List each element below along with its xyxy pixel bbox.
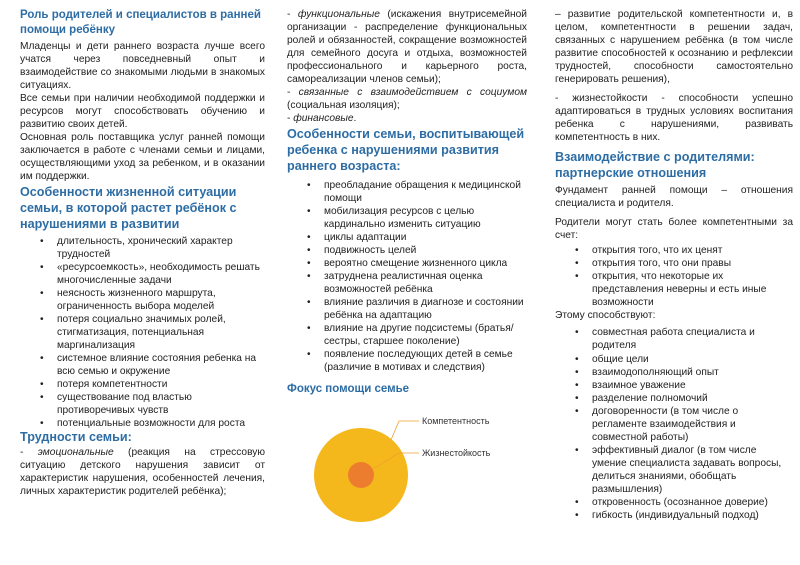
label-competence: Компетентность [422,416,490,427]
paragraph-parents-competent: Родители могут стать более компетентными за счет: [555,217,793,242]
difficulty-term: эмоциональные [37,447,114,459]
heading-life-situation: Особенности жизненной ситуации семьи, в которой растет ребёнок с нарушениями в развитии [20,185,237,231]
list-item: • общие цели [555,353,793,366]
list-item: • «ресурсоемкость», необходимость решать многочисленные задачи [20,261,265,287]
list-item: • открытия того, что они правы [555,257,793,270]
list-item: • открытия, что некоторые их представления неверны и есть иные возможности [555,270,793,309]
list-item: • открытия того, что их ценят [555,244,793,257]
difficulty-term: связанные с взаимодействием с социумом [298,87,527,99]
life-situation-list [20,235,265,431]
paragraph-foundation: Фундамент ранней помощи – отношения специалиста и родителя. [555,184,793,209]
focus-diagram-svg [287,403,527,523]
list-item: • затруднена реалистичная оценка возможностей ребёнка [287,270,527,296]
list-item: • появление последующих детей в семье (различие в мотивах и следствия) [287,348,527,374]
dash-marker: - [287,87,299,99]
list-item: • договоренности (в том числе о регламенте взаимодействия и совместной работы) [555,405,793,444]
list-item: • совместная работа специалиста и родителя [555,326,793,352]
list-item: • существование под властью противоречивых чувств [20,391,265,417]
column-right [555,8,793,522]
difficulty-text: . [353,113,357,125]
heading-focus: Фокус помощи семье [287,383,410,396]
list-item: • мобилизация ресурсов с целью кардинально изменить ситуацию [287,205,527,231]
inner-circle-resilience [348,462,374,488]
callout-line-competence [391,421,419,440]
list-item: • взаимное уважение [555,379,793,392]
label-resilience: Жизнестойкость [422,448,491,459]
difficulty-emotional [20,446,265,498]
column-middle [287,8,527,523]
contributors-list [555,326,793,522]
list-item: • влияние различия в диагнозе и состоянии ребёнка на адаптацию [287,296,527,322]
family-features-list [287,179,527,375]
dash-marker: - [287,9,298,20]
heading-family-features: Особенности семьи, воспитывающей ребенка с нарушениями развития раннего возраста: [287,127,525,173]
list-item: • циклы адаптации [287,231,527,244]
difficulty-text: (искажения внутрисемейной организации - распределение функциональных ролей и обязанностей, сокращение возможностей для семейного досуга и отдыха, возможностей профессионального и карьерного роста, самореализации членов семьи); [287,9,527,86]
list-item: • потеря социально значимых ролей, стигматизация, потенциальная маргинализация [20,313,265,352]
difficulty-social [287,86,527,112]
heading-family-difficulties: Трудности семьи: [20,430,132,445]
list-item: • потенциальные возможности для роста [20,417,265,430]
difficulty-text: (социальная изоляция); [287,100,400,112]
heading-parent-role: Роль родителей и специалистов в ранней помощи ребёнку [20,9,261,36]
paragraph-provider-role: Основная роль поставщика услуг ранней помощи заключается в работе с членами семьи и лицами, осуществляющими уход за ребенком, и в оказании им поддержки. [20,132,265,183]
list-item: • эффективный диалог (в том числе умение специалиста задавать вопросы, делиться знаниями, обобщать размышления) [555,444,793,496]
paragraph-family-support: Все семьи при наличии необходимой поддержки и ресурсов могут способствовать обучению и развитию своих детей. [20,93,265,131]
paragraph-infants-learning: Младенцы и дети раннего возраста лучше всего учатся через повседневный опыт и взаимодействие со знакомыми людьми в знакомых ситуациях. [20,40,265,92]
list-item: • вероятно смещение жизненного цикла [287,257,527,270]
list-item: • взаимодополняющий опыт [555,366,793,379]
list-item: • системное влияние состояния ребенка на всю семью и окружение [20,352,265,378]
difficulty-financial [287,112,527,125]
dash-marker: - [20,447,38,459]
list-item: • откровенность (осознанное доверие) [555,496,793,509]
difficulty-text: (реакция на стрессовую ситуацию детского нарушения зависит от характеристик нарушения, особенностей лечения, личных характеристик родителей ребёнка); [20,447,265,498]
paragraph-contributors: Этому способствуют: [555,310,656,322]
list-item: • подвижность целей [287,244,527,257]
column-left [20,8,265,498]
list-item: • неясность жизненного маршрута, ограниченность выбора моделей [20,287,265,313]
paragraph-resilience: - жизнестойкости - способности успешно адаптироваться в трудных условиях воспитания ребенка с нарушениями, развивать компетентность в них. [555,93,793,144]
heading-interaction: Взаимодействие с родителями: партнерские отношения [555,150,755,181]
difficulty-term: финансовые [293,113,354,125]
list-item: • разделение полномочий [555,392,793,405]
list-item: • влияние на другие подсистемы (братья/сестры, старшее поколение) [287,322,527,348]
list-item: • гибкость (индивидуальный подход) [555,509,793,522]
dash-marker: - [287,113,294,125]
focus-diagram [287,403,527,523]
difficulty-functional [287,8,527,86]
list-item: • преобладание обращения к медицинской помощи [287,179,527,205]
list-item: • потеря компетентности [20,378,265,391]
paragraph-competence-dev: – развитие родительской компетентности и, в целом, компетентности в решении задач, связанных с нарушением ребёнка (в том числе развитие способностей к осознанию и рефлексии трудностей, способности самостоятельно генерировать решения), [555,9,793,86]
competence-list [555,244,793,309]
list-item: • длительность, хронический характер трудностей [20,235,265,261]
difficulty-term: функциональные [297,9,380,20]
